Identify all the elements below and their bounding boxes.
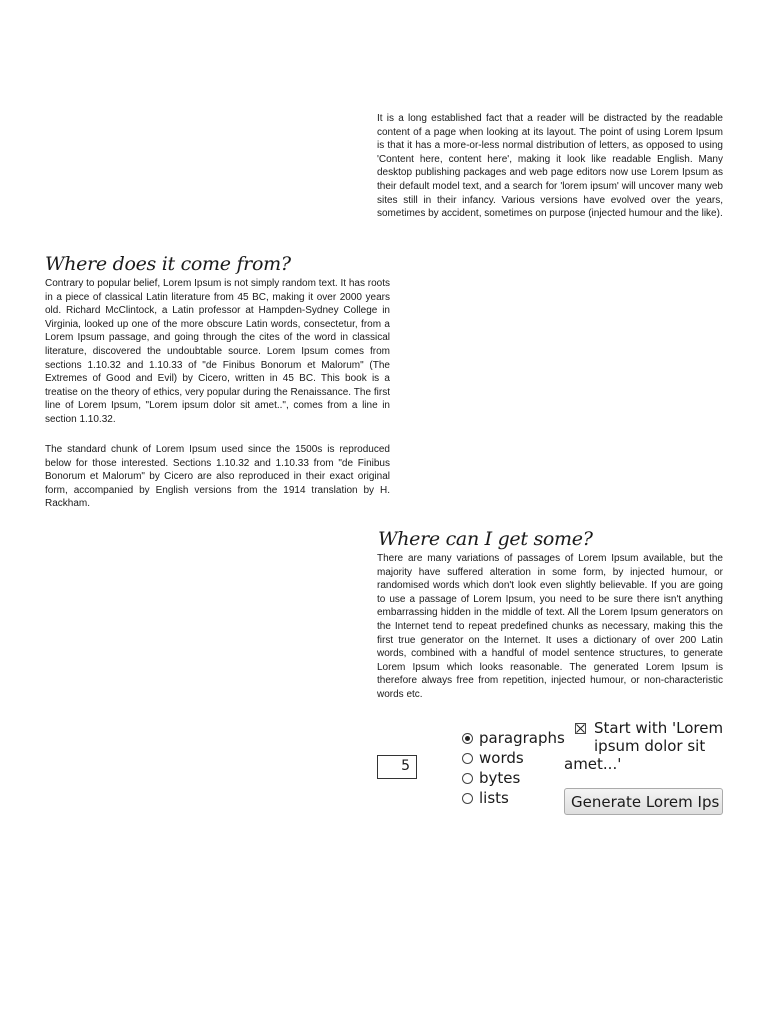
origin-paragraph-2: The standard chunk of Lorem Ipsum used since the 1500s is reproduced below for those interested. Sections 1.10.32 and 1.10.33 from "de Finibus Bonorum et Malorum" by Cicero are also reproduced in their exact original form, accompanied by English versions from the 1914 translation by H. Rackham. bbox=[45, 444, 390, 510]
origin-paragraph-1: Contrary to popular belief, Lorem Ipsum is not simply random text. It has roots in a piece of classical Latin literature from 45 BC, making it over 2000 years old. Richard McClintock, a Latin professor at Hampden-Sydney College in Virginia, looked up one of the more obscure Latin words, consectetur, from a Lorem Ipsum passage, and going through the cites of the word in classical literature, discovered the undoubtable source. Lorem Ipsum comes from sections 1.10.32 and 1.10.33 of "de Finibus Bonorum et Malorum" (The Extremes of Good and Evil) by Cicero, written in 45 BC. This book is a treatise on the theory of ethics, very popular during the Renaissance. The first line of Lorem Ipsum, "Lorem ipsum dolor sit amet..", comes from a line in section 1.10.32. bbox=[45, 278, 390, 425]
amount-input[interactable]: 5 bbox=[377, 755, 417, 779]
origin-heading: Where does it come from? bbox=[45, 253, 291, 275]
cross-checkbox-icon[interactable] bbox=[575, 723, 586, 734]
radio-option-words[interactable] bbox=[462, 748, 565, 768]
intro-paragraph: It is a long established fact that a reader will be distracted by the readable content of a page when looking at its layout. The point of using Lorem Ipsum is that it has a more-or-less normal distribution of letters, as opposed to using 'Content here, content here', making it look like readable English. Many desktop publishing packages and web page editors now use Lorem Ipsum as their default model text, and a search for 'lorem ipsum' will uncover many web sites still in their infancy. Various versions have evolved over the years, sometimes by accident, sometimes on purpose (injected humour and the like). bbox=[377, 113, 723, 220]
start-with-lorem-option[interactable] bbox=[564, 719, 724, 773]
start-with-label-line-1: Start with 'Lorem bbox=[594, 719, 724, 737]
where-heading: Where can I get some? bbox=[378, 528, 593, 550]
generate-type-radio-group bbox=[462, 728, 565, 808]
radio-button-bytes[interactable] bbox=[462, 773, 473, 784]
start-with-label-line-3: amet...' bbox=[564, 755, 622, 773]
generate-lorem-ipsum-button[interactable]: Generate Lorem Ips bbox=[564, 788, 723, 815]
radio-button-paragraphs[interactable] bbox=[462, 733, 473, 744]
radio-option-lists[interactable] bbox=[462, 788, 565, 808]
radio-label-lists: lists bbox=[479, 789, 509, 807]
where-paragraph: There are many variations of passages of Lorem Ipsum available, but the majority have suffered alteration in some form, by injected humour, or randomised words which don't look even slightly believable. If you are going to use a passage of Lorem Ipsum, you need to be sure there isn't anything embarrassing hidden in the middle of text. All the Lorem Ipsum generators on the Internet tend to repeat predefined chunks as necessary, making this the first true generator on the Internet. It uses a dictionary of over 200 Latin words, combined with a handful of model sentence structures, to generate Lorem Ipsum which looks reasonable. The generated Lorem Ipsum is therefore always free from repetition, injected humour, or non-characteristic words etc. bbox=[377, 553, 723, 700]
radio-option-bytes[interactable] bbox=[462, 768, 565, 788]
radio-button-words[interactable] bbox=[462, 753, 473, 764]
radio-button-lists[interactable] bbox=[462, 793, 473, 804]
start-with-label-line-2: ipsum dolor sit bbox=[594, 737, 706, 755]
radio-option-paragraphs[interactable] bbox=[462, 728, 565, 748]
radio-label-words: words bbox=[479, 749, 524, 767]
radio-label-paragraphs: paragraphs bbox=[479, 729, 565, 747]
radio-label-bytes: bytes bbox=[479, 769, 521, 787]
